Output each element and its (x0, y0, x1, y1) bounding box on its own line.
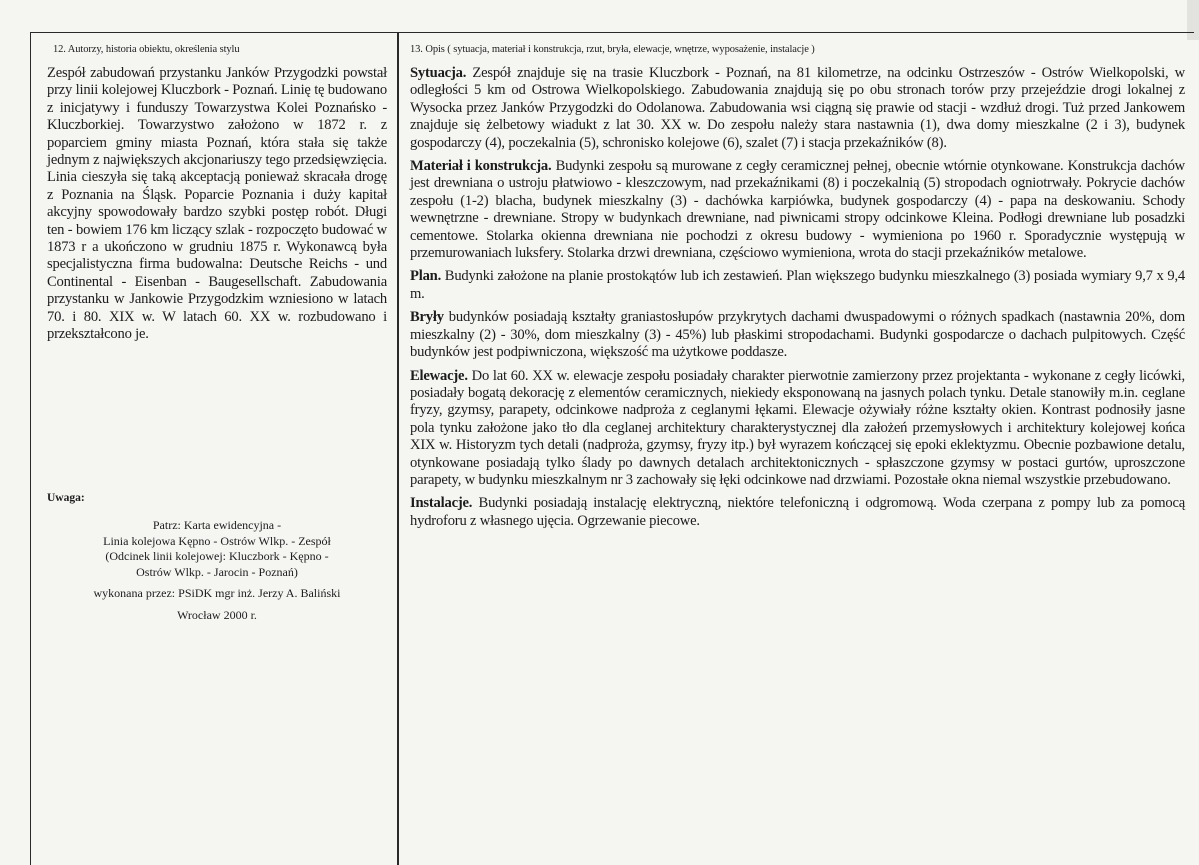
section-title: Instalacje. (410, 495, 473, 512)
description-heading: 13. Opis ( sytuacja, materiał i konstrukcja, rzut, bryła, elewacje, wnętrze, wyposażenie, instalacje ) (410, 44, 815, 55)
note-line: Linia kolejowa Kępno - Ostrów Wlkp. - Zespół (103, 533, 331, 548)
section-text: budynków posiadają kształty graniastosłupów przykrytych dachami dwuspadowymi o różnych spadkach (nastawnia 20%, dom mieszkalny (2) - 30%, dom mieszkalny (3) - 45%) lub płaskimi stropodachami. Budynki gospodarcze o dachach pulpitowych. Część budynków jest podpiwniczona, większość ma użytkowe poddasze. (410, 309, 1185, 361)
section-title: Bryły (410, 309, 444, 326)
description-section (410, 44, 1185, 536)
section-title: Materiał i konstrukcja. (410, 158, 552, 175)
section-title: Sytuacja. (410, 65, 467, 81)
section-installations (410, 495, 1185, 530)
note-author: wykonana przez: PSiDK mgr inż. Jerzy A. Baliński (93, 586, 341, 600)
section-situation (410, 65, 1185, 152)
section-text: Budynki założone na planie prostokątów lub ich zestawień. Plan większego budynku mieszkalnego (3) posiada wymiary 9,7 x 9,4 m. (410, 268, 1185, 302)
section-text: Budynki posiadają instalację elektryczną, niektóre telefoniczną i odgromową. Woda czerpana z pompy lub za pomocą hydroforu z własnego ujęcia. Ogrzewanie piecowe. (410, 495, 1185, 529)
history-heading: 12. Autorzy, historia obiektu, określenia stylu (53, 44, 240, 55)
section-elevations (410, 368, 1185, 490)
section-title: Plan. (410, 268, 442, 285)
history-text: Zespół zabudowań przystanku Janków Przygodzki powstał przy linii kolejowej Kluczbork - Poznań. Linię tę budowano z inicjatywy i funduszy Towarzystwa Kolei Poznańsko - Kluczborkiej. Towarzystwo założono w 1872 r. z poparciem gminy miasta Poznań, która stała się także jednym z największych akcjonariuszy tego przedsięwzięcia. Linia cieszyła się taką akceptacją ponieważ skracała drogę z Poznania na Śląsk. Poparcie Poznania i duży kapitał akcyjny spowodowały bardzo szybki postęp robót. Długi ten - bowiem 176 km liczący szlak - rozpoczęto budować w 1873 r a ukończono w grudniu 1875 r. Wykonawcą była specjalistyczna firma budowalna: Deutsche Reichs - und Continental - Eisenban - Baugesellschaft. Zabudowania przystanku w Jankowie Przygodzkim wzniesiono w latach 70. i 80. XIX w. W latach 60. XX w. rozbudowano i przekształcono je. (47, 65, 387, 343)
note-place-date: Wrocław 2000 r. (177, 607, 257, 622)
note-line: (Odcinek linii kolejowej: Kluczbork - Kępno - (105, 549, 329, 563)
section-text: Do lat 60. XX w. elewacje zespołu posiadały charakter pierwotnie zamierzony przez projektanta - wykonane z cegły licówki, posiadały bogatą dekorację z elementów ceramicznych, niekiedy eksponowaną na jasnych polach tynku. Detale stanowiły m.in. ceglane fryzy, gzymsy, parapety, odcinkowe nadproża z ceglanymi łękami. Elewacje ożywiały różne kształty okien. Kontrast podnosiły jasne pola tynku założone jako tło dla ceglanej architektury charakterystycznej dla założeń przemysłowych i architektury kolejowej końca XIX w. Historyzm tych detali (nadproża, gzymsy, fryzy itp.) był wyrazem kończącej się epoki eklektyzmu. Obecnie pozbawione detalu, otynkowane posiadają tylko ślady po dawnych detalach architektonicznych - spłaszczone gzymsy w postaci gurtów, uproszczone parapety, w budynku mieszkalnym nr 3 zachowały się łęki odcinkowe nad drzwiami. Pozostałe okna niemal wszystkie przebudowano. (410, 367, 1185, 488)
column-divider (397, 32, 399, 865)
note-body (47, 518, 387, 623)
section-text: Zespół znajduje się na trasie Kluczbork - Poznań, na 81 kilometrze, na odcinku Ostrzeszów - Ostrów Wielkopolski, w odległości 5 km od Ostrowa Wielkopolskiego. Zabudowania znajdują się po obu stronach torów przy przejeździe drogi lokalnej z Wysocka przez Janków Przygodzki do Odolanowa. Zabudowania wsi ciągną się prawie od stacji - wzdłuż drogi. Tuż przed Jankowem znajduje się żelbetowy wiadukt z lat 30. XX w. Do zespołu należy stara nastawnia (1), dwa domy mieszkalne (2 i 3), budynek gospodarczy (4), poczekalnia (5), schronisko kolejowe (6), szalet (7) i stacja przekaźników (8). (410, 65, 1185, 151)
section-material (410, 158, 1185, 262)
section-forms (410, 309, 1185, 361)
note-line: Ostrów Wlkp. - Jarocin - Poznań) (136, 564, 298, 579)
history-section (47, 44, 387, 344)
note-line: Patrz: Karta ewidencyjna - (152, 518, 282, 532)
note-block (47, 492, 387, 623)
section-title: Elewacje. (410, 367, 468, 384)
section-text: Budynki zespołu są murowane z cegły ceramicznej pełnej, obecnie wtórnie otynkowane. Konstrukcja dachów jest drewniana o ustroju płatwiowo - kleszczowym, nad przekaźnikami (8) i poczekalnią (5) stropodach ogniotrwały. Pokrycie dachów zespołu (1-2) blacha, budynek mieszkalny (3) - dachówka karpiówka, budynek gospodarczy (4) - papa na deskowaniu. Schody wewnętrzne - drewniane. Stropy w budynkach drewniane, nad piwnicami stropy odcinkowe Kleina. Podłogi drewniane lub posadzki cementowe. Stolarka okienna drewniana nie pochodzi z okresu budowy - wymieniona po 1960 r. Sporadycznie występują w przemurowaniach luksfery. Stolarka drzwi drewniana, częściowo wymieniona, wrota do stacji przekaźników metalowe. (410, 158, 1186, 262)
note-label: Uwaga: (47, 492, 85, 504)
section-plan (410, 268, 1185, 303)
